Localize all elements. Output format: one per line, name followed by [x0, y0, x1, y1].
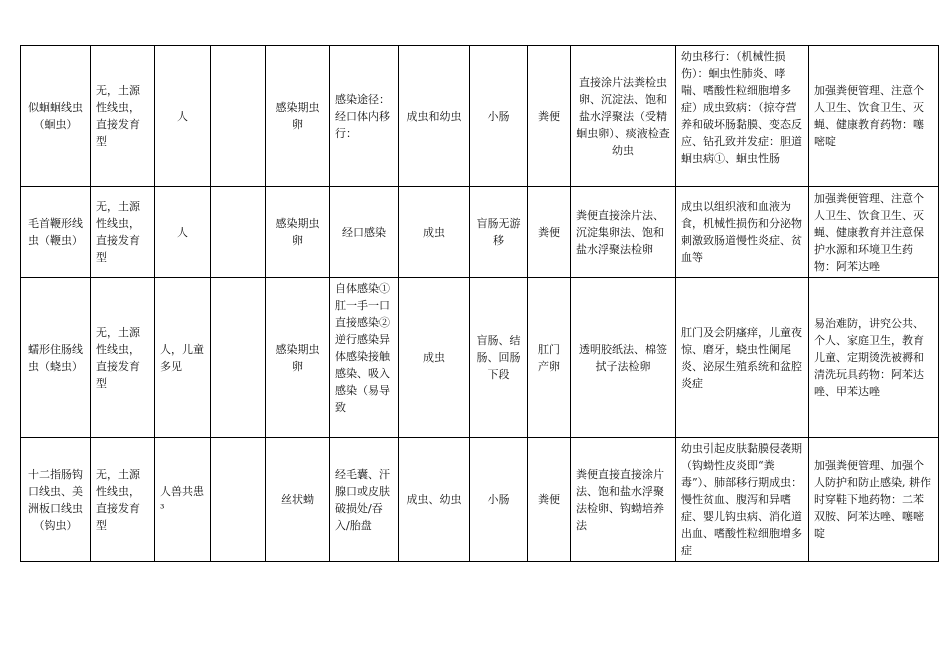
host-type-cell: 无，土源性线虫，直接发育型: [91, 46, 155, 187]
excretion-cell: 粪便: [528, 438, 571, 562]
table-row: [21, 187, 939, 278]
table-row: [21, 438, 939, 562]
definitive-host-cell: 人，儿童多见: [155, 278, 211, 438]
definitive-host-cell: 人: [155, 187, 211, 278]
pathogenic-stage-cell: 成虫: [399, 187, 470, 278]
prevention-cell: 加强粪便管理、加强个人防护和防止感染, 耕作时穿鞋下地药物：二苯双胺、阿苯达唑、噻嘧啶: [809, 438, 939, 562]
infection-route-cell: [330, 278, 399, 438]
infective-stage-cell: 感染期虫卵: [266, 278, 330, 438]
prevention-cell: 加强粪便管理、注意个人卫生、饮食卫生、灭蝇、健康教育药物：噻嘧啶: [809, 46, 939, 187]
parasite-name-cell: 十二指肠钩口线虫、美洲板口线虫（钩虫）: [21, 438, 91, 562]
excretion-cell: 粪便: [528, 46, 571, 187]
infective-stage-cell: 感染期虫卵: [266, 187, 330, 278]
pathogenesis-text: 幼虫移行：（机械性损伤）：蛔虫性肺炎、哮喘、嗜酸性粒细胞增多症）成虫致病：（掠夺营养和破坏肠黏膜、变态反应、钻孔致并发症：胆道蛔虫病①、蛔虫性肠: [681, 50, 802, 165]
blank-cell: [211, 46, 266, 187]
pathogenesis-cell: 成虫以组织液和血液为食，机械性损伤和分泌物刺激致肠道慢性炎症、贫血等: [676, 187, 809, 278]
blank-cell: [211, 438, 266, 562]
pathogenic-stage-cell: 成虫和幼虫: [399, 46, 470, 187]
definitive-host-cell: 人兽共患³: [155, 438, 211, 562]
parasite-name-cell: 蠕形住肠线虫（蛲虫）: [21, 278, 91, 438]
infection-route-cell: 经口感染: [330, 187, 399, 278]
pathogenesis-cell: 肛门及会阴瘙痒，儿童夜惊、磨牙，蛲虫性阑尾炎、泌尿生殖系统和盆腔炎症: [676, 278, 809, 438]
pathogenesis-cell: [676, 46, 809, 187]
blank-cell: [211, 278, 266, 438]
infection-route-text: 自体感染① 肛一手一口直接感染② 逆行感染异体感染接触感染、吸入感染（易导致: [335, 282, 390, 414]
parasitic-site-cell: 小肠: [470, 46, 528, 187]
excretion-cell: 肛门产卵: [528, 278, 571, 438]
host-type-cell: 无，土源性线虫，直接发育型: [91, 278, 155, 438]
parasitic-site-cell: 盲肠无游移: [470, 187, 528, 278]
definitive-host-cell: 人: [155, 46, 211, 187]
infective-stage-cell: 丝状蚴: [266, 438, 330, 562]
diagnosis-cell: 透明胶纸法、棉签拭子法检卵: [571, 278, 676, 438]
parasite-table: [20, 45, 939, 562]
blank-cell: [211, 187, 266, 278]
excretion-cell: 粪便: [528, 187, 571, 278]
pathogenic-stage-cell: 成虫、幼虫: [399, 438, 470, 562]
infective-stage-cell: 感染期虫卵: [266, 46, 330, 187]
parasitic-site-cell: 盲肠、结肠、回肠下段: [470, 278, 528, 438]
prevention-cell: 易治难防，讲究公共、个人、家庭卫生，教育儿童、定期烫洗被褥和清洗玩具药物：阿苯达唑、甲苯达唑: [809, 278, 939, 438]
table-row: [21, 46, 939, 187]
pathogenic-stage-cell: 成虫: [399, 278, 470, 438]
infection-route-cell: 感染途径：经口体内移行：: [330, 46, 399, 187]
diagnosis-cell: 粪便直接直接涂片法、饱和盐水浮聚法检卵、钩蚴培养法: [571, 438, 676, 562]
prevention-cell: 加强粪便管理、注意个人卫生、饮食卫生、灭蝇、健康教育并注意保护水源和环境卫生药物：阿苯达唑: [809, 187, 939, 278]
parasite-name-cell: 毛首鞭形线虫（鞭虫）: [21, 187, 91, 278]
parasitic-site-cell: 小肠: [470, 438, 528, 562]
diagnosis-cell: 粪便直接涂片法、沉淀集卵法、饱和盐水浮聚法检卵: [571, 187, 676, 278]
parasite-name-cell: 似蛔蛔线虫（蛔虫）: [21, 46, 91, 187]
table-row: [21, 278, 939, 438]
pathogenesis-cell: 幼虫引起皮肤黏膜侵袭期（钩蚴性皮炎即“粪毒”）、肺部移行期成虫：慢性贫血、腹泻和异嗜症、婴儿钩虫病、消化道出血、嗜酸性粒细胞增多症: [676, 438, 809, 562]
infection-route-cell: 经毛囊、汗腺口或皮肤破损处/吞入/胎盘: [330, 438, 399, 562]
host-type-cell: 无，土源性线虫，直接发育型: [91, 187, 155, 278]
diagnosis-cell: 直接涂片法粪检虫卵、沉淀法、饱和盐水浮聚法（受精蛔虫卵）、痰液检查幼虫: [571, 46, 676, 187]
host-type-cell: 无，土源性线虫，直接发育型: [91, 438, 155, 562]
